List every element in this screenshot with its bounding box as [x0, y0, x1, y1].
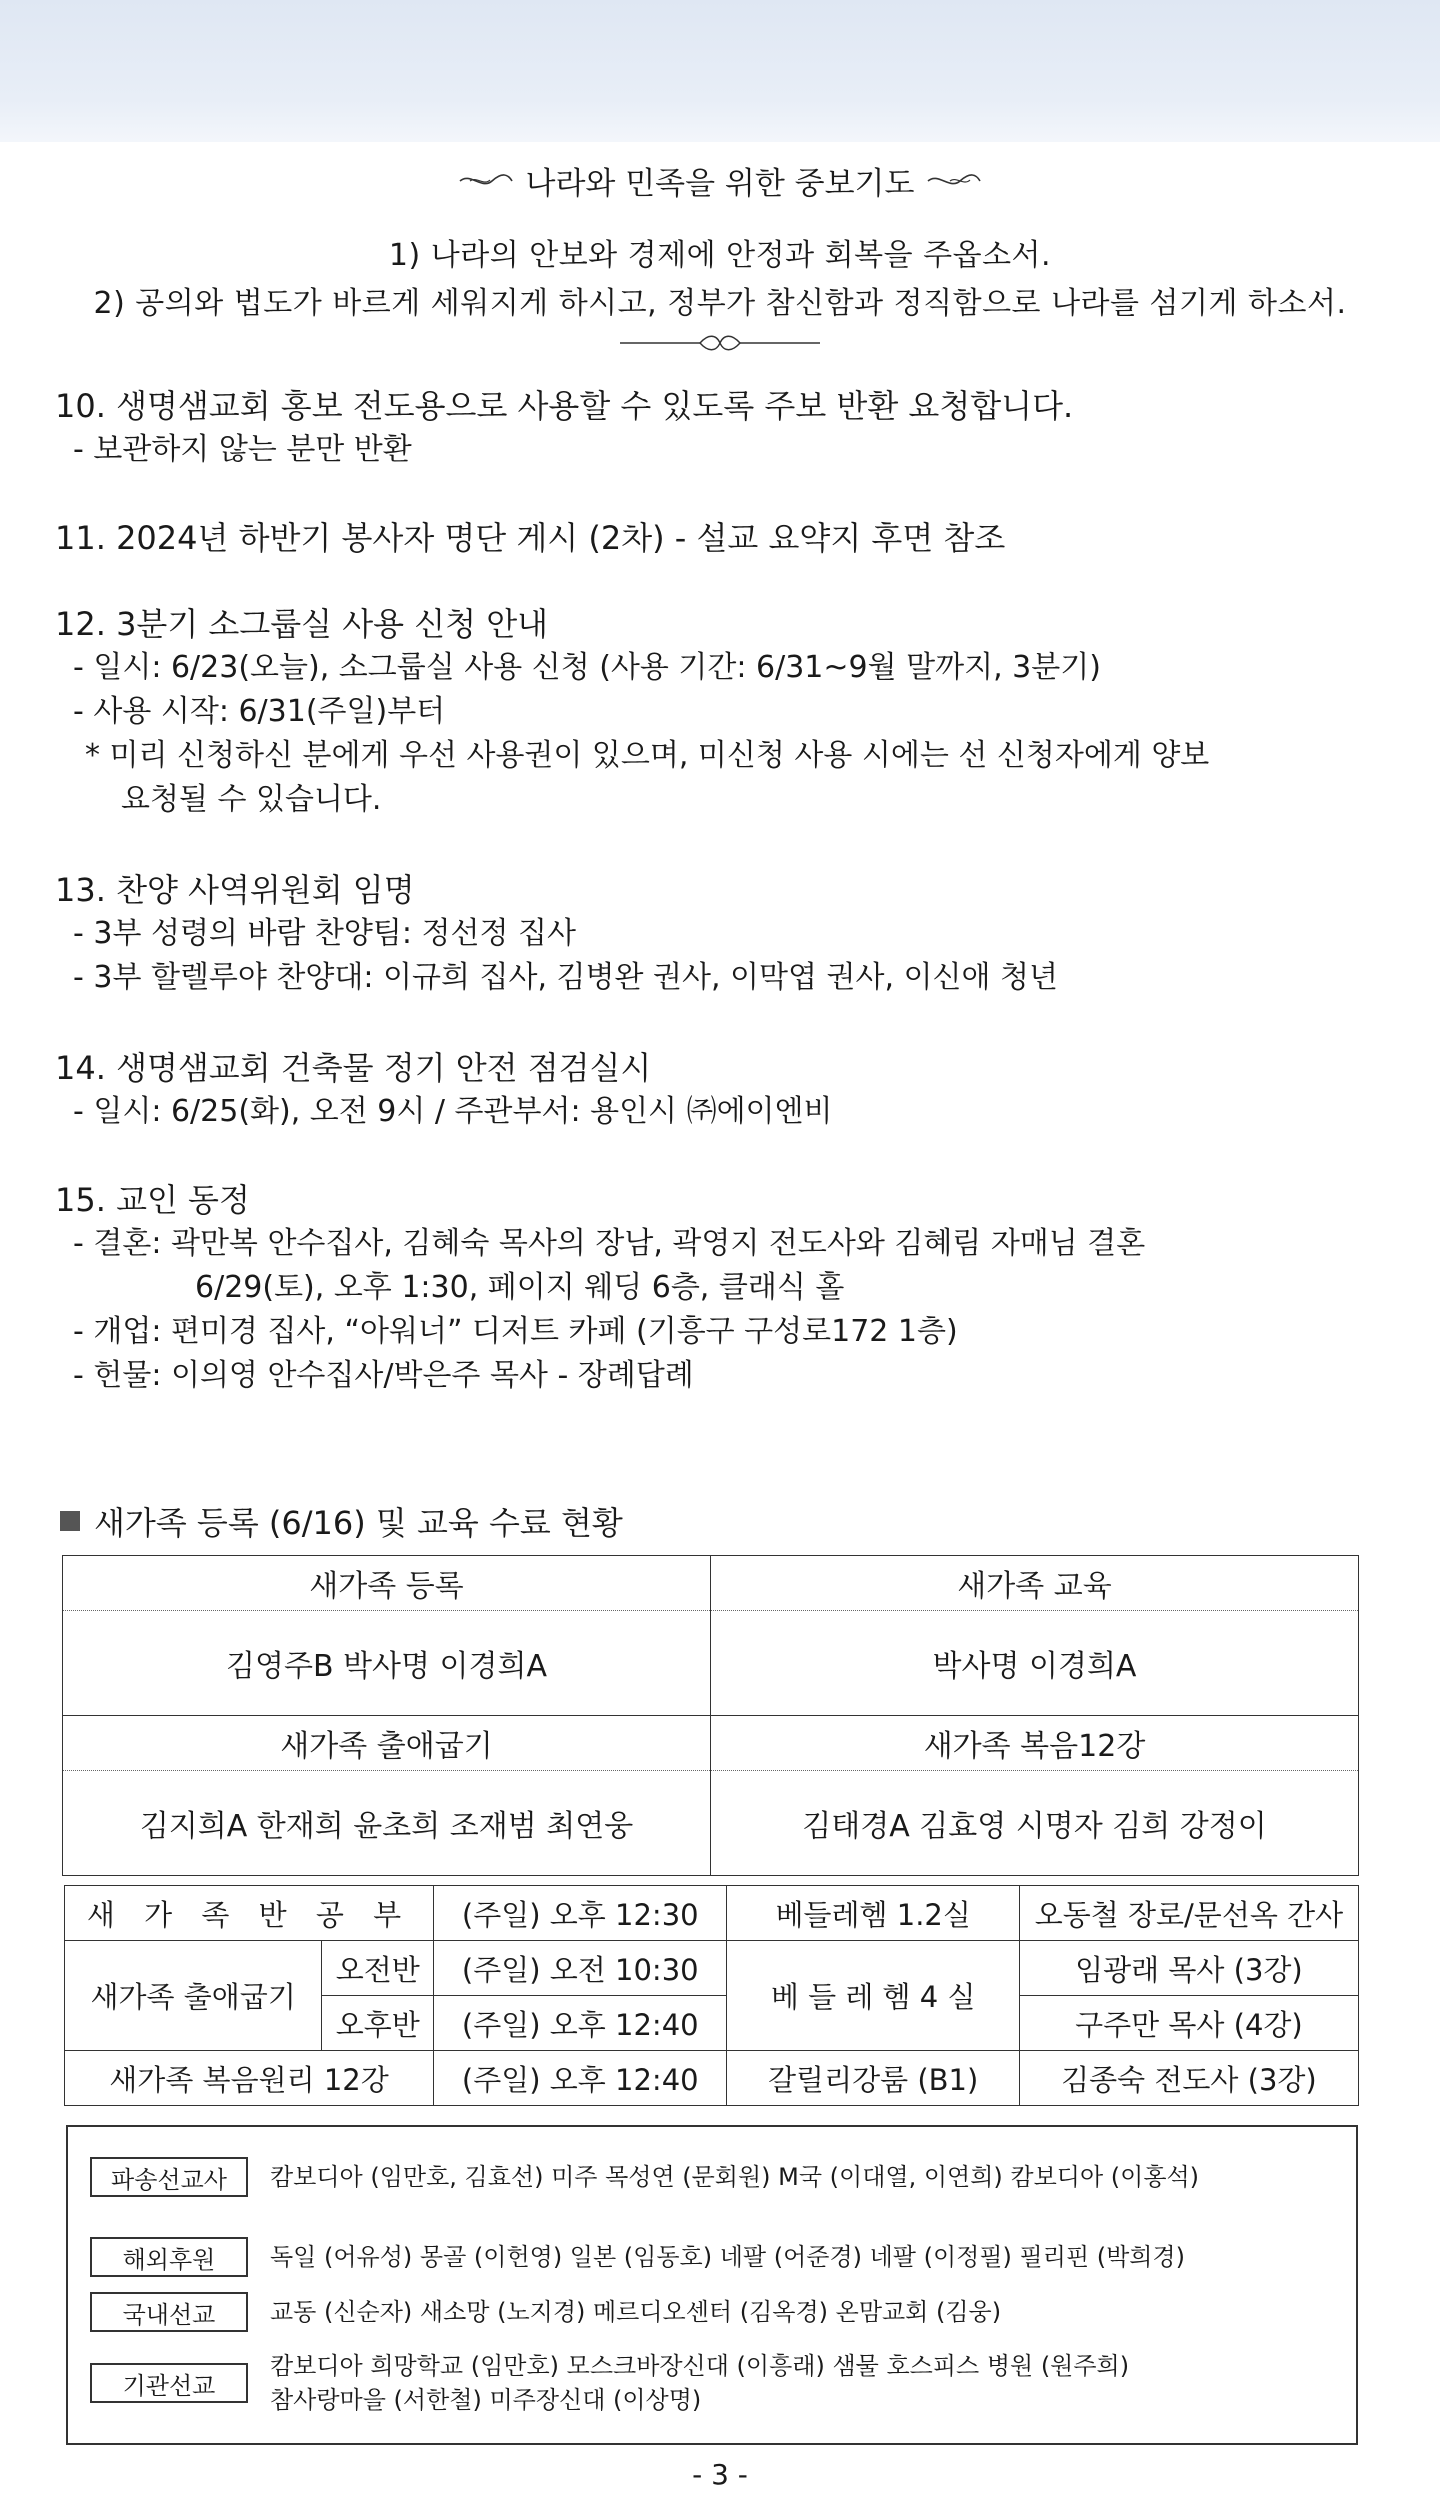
- table-cell: 오동철 장로/문선옥 간사: [1019, 1886, 1358, 1941]
- table-header: 새가족 복음12강: [711, 1716, 1359, 1771]
- class-name: 새 가 족 반 공 부: [86, 1897, 412, 1932]
- mission-label: 파송선교사: [90, 2157, 248, 2197]
- mission-label: 국내선교: [90, 2292, 248, 2332]
- announcement-13: [55, 868, 1395, 1000]
- mission-row: [90, 2292, 1001, 2332]
- table-cell: 임광래 목사 (3강): [1019, 1941, 1358, 1996]
- square-bullet-icon: [60, 1511, 80, 1531]
- mission-label: 기관선교: [90, 2363, 248, 2403]
- mission-text: 캄보디아 (임만호, 김효선) 미주 목성연 (문회원) M국 (이대열, 이연희) 캄보디아 (이홍석): [270, 2163, 1200, 2191]
- prayer-heading: [0, 158, 1440, 203]
- mission-row: [90, 2237, 1185, 2277]
- table-cell: 김태경A 김효영 시명자 김희 강정이: [711, 1771, 1359, 1876]
- header-band: [0, 0, 1440, 142]
- table-cell: 구주만 목사 (4강): [1019, 1996, 1358, 2051]
- announcement-item: - 3부 성령의 바람 찬양팀: 정선정 집사: [73, 916, 576, 951]
- prayer-line-1: 1) 나라의 안보와 경제에 안정과 회복을 주옵소서.: [388, 238, 1052, 273]
- table-cell: (주일) 오후 12:40: [434, 1996, 727, 2051]
- announcement-note: 요청될 수 있습니다.: [121, 782, 382, 817]
- registration-heading: [60, 1498, 623, 1544]
- mission-row: [90, 2157, 1199, 2197]
- table-cell: (주일) 오전 10:30: [434, 1941, 727, 1996]
- table-cell: 새가족 출애굽기: [65, 1941, 322, 2051]
- divider-ornament-icon: [620, 332, 820, 354]
- mission-text: 독일 (어유성) 몽골 (이헌영) 일본 (임동호) 네팔 (어준경) 네팔 (이정필) 필리핀 (박희경): [270, 2243, 1185, 2271]
- announcement-item: - 개업: 편미경 집사, “아워너” 디저트 카페 (기흥구 구성로172 1층): [73, 1314, 958, 1349]
- table-cell: [65, 1886, 434, 1941]
- announcement-note: * 미리 신청하신 분에게 우선 사용권이 있으며, 미신청 사용 시에는 선 신청자에게 양보: [85, 738, 1210, 773]
- table-cell: 김지희A 한재희 윤초희 조재범 최연웅: [63, 1771, 711, 1876]
- table-cell: 박사명 이경희A: [711, 1611, 1359, 1716]
- table-header: 새가족 출애굽기: [63, 1716, 711, 1771]
- table-cell: 오전반: [322, 1941, 434, 1996]
- prayer-title: 나라와 민족을 위한 중보기도: [525, 166, 915, 202]
- mission-row: [90, 2349, 1129, 2417]
- table-row: [65, 1941, 1359, 1996]
- announcement-item: - 헌물: 이의영 안수집사/박은주 목사 - 장례답례: [73, 1358, 694, 1393]
- announcement-item: - 사용 시작: 6/31(주일)부터: [73, 694, 446, 729]
- table-cell: 갈릴리강룸 (B1): [727, 2051, 1019, 2106]
- announcement-item: - 일시: 6/23(오늘), 소그룹실 사용 신청 (사용 기간: 6/31~9월 말까지, 3분기): [73, 650, 1101, 685]
- announcement-11: [55, 516, 1395, 560]
- registration-table: [62, 1555, 1359, 1876]
- table-cell: 김종숙 전도사 (3강): [1019, 2051, 1358, 2106]
- mission-label: 해외후원: [90, 2237, 248, 2277]
- announcement-item: - 3부 할렐루야 찬양대: 이규희 집사, 김병완 권사, 이막엽 권사, 이신애 청년: [73, 960, 1058, 995]
- table-cell: 새가족 복음원리 12강: [65, 2051, 434, 2106]
- announcement-title: 10. 생명샘교회 홍보 전도용으로 사용할 수 있도록 주보 반환 요청합니다.: [55, 387, 1074, 425]
- flourish-right-icon: [924, 170, 984, 192]
- announcement-title: 14. 생명샘교회 건축물 정기 안전 점검실시: [55, 1049, 652, 1087]
- announcement-title: 11. 2024년 하반기 봉사자 명단 게시 (2차) - 설교 요약지 후면 참조: [55, 519, 1006, 557]
- table-cell: (주일) 오후 12:40: [434, 2051, 727, 2106]
- announcement-item: - 보관하지 않는 분만 반환: [73, 432, 412, 467]
- announcement-item: - 일시: 6/25(화), 오전 9시 / 주관부서: 용인시 ㈜에이엔비: [73, 1094, 833, 1129]
- announcement-title: 12. 3분기 소그룹실 사용 신청 안내: [55, 605, 549, 643]
- table-header: 새가족 등록: [63, 1556, 711, 1611]
- announcement-12: [55, 602, 1395, 822]
- announcement-title: 15. 교인 동정: [55, 1181, 250, 1219]
- announcement-15: [55, 1178, 1395, 1398]
- table-cell: 베들레헴 1.2실: [727, 1886, 1019, 1941]
- page-number: - 3 -: [692, 2458, 748, 2491]
- schedule-table: [64, 1885, 1359, 2106]
- announcement-item: 6/29(토), 오후 1:30, 페이지 웨딩 6층, 클래식 홀: [195, 1270, 845, 1305]
- prayer-line-2: 2) 공의와 법도가 바르게 세워지게 하시고, 정부가 참신함과 정직함으로 나라를 섬기게 하소서.: [93, 286, 1347, 321]
- flourish-left-icon: [456, 170, 516, 192]
- table-cell: 베 들 레 헴 4 실: [727, 1941, 1019, 2051]
- announcement-14: [55, 1046, 1395, 1134]
- announcement-10: [55, 384, 1395, 472]
- registration-title: 새가족 등록 (6/16) 및 교육 수료 현황: [94, 1504, 623, 1542]
- mission-text: 교동 (신순자) 새소망 (노지경) 메르디오센터 (김옥경) 온맘교회 (김웅): [270, 2298, 1002, 2326]
- missions-box: [66, 2125, 1358, 2445]
- mission-text-block: [270, 2349, 1129, 2417]
- table-row: [65, 1886, 1359, 1941]
- mission-text: 캄보디아 희망학교 (임만호) 모스크바장신대 (이흥래) 샘물 호스피스 병원 (원주희): [270, 2352, 1130, 2380]
- table-cell: 김영주B 박사명 이경희A: [63, 1611, 711, 1716]
- table-cell: (주일) 오후 12:30: [434, 1886, 727, 1941]
- table-header: 새가족 교육: [711, 1556, 1359, 1611]
- mission-text: 참사랑마을 (서한철) 미주장신대 (이상명): [270, 2386, 702, 2414]
- table-row: [65, 2051, 1359, 2106]
- announcement-item: - 결혼: 곽만복 안수집사, 김혜숙 목사의 장남, 곽영지 전도사와 김혜림 자매님 결혼: [73, 1226, 1146, 1261]
- announcement-title: 13. 찬양 사역위원회 임명: [55, 871, 415, 909]
- table-cell: 오후반: [322, 1996, 434, 2051]
